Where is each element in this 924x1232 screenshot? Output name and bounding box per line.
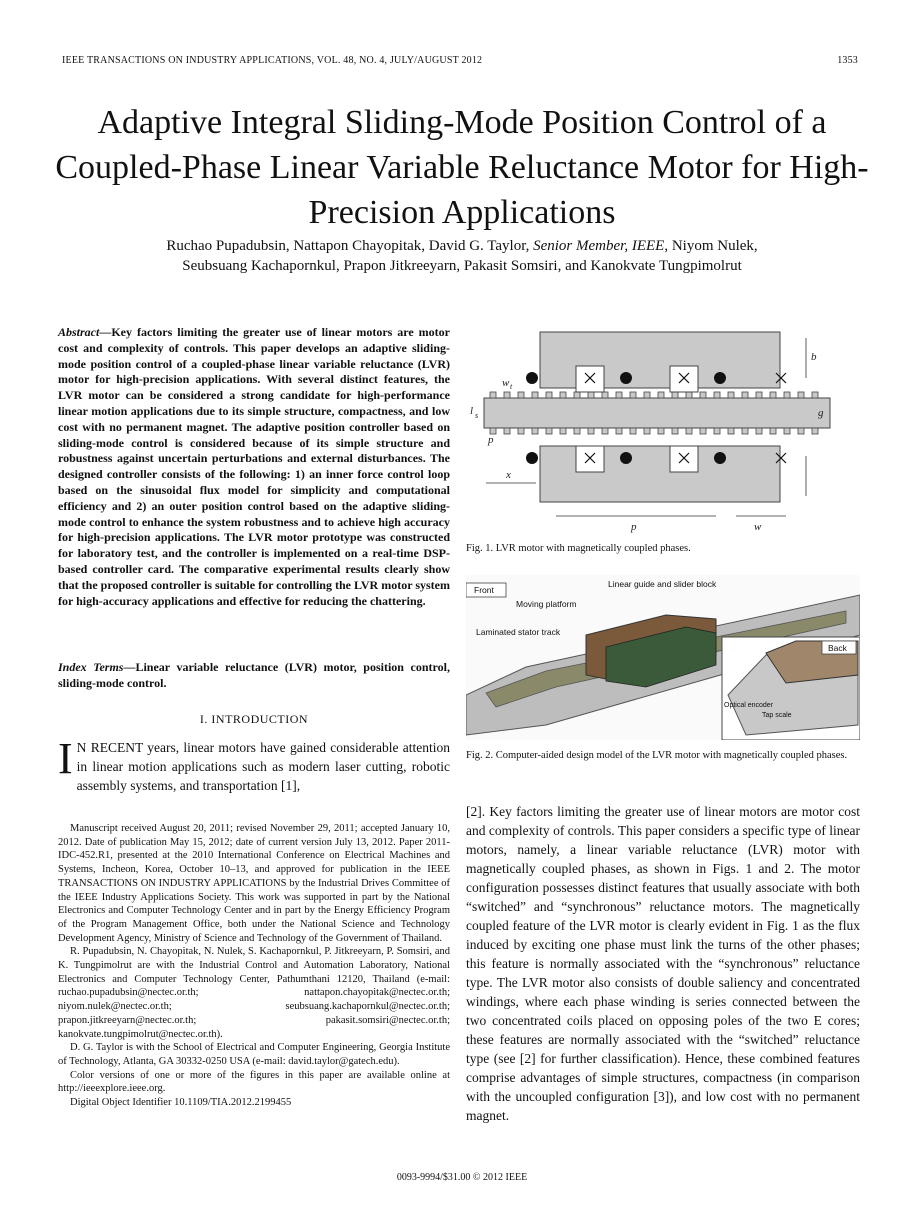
dim-wp2: w bbox=[754, 521, 762, 533]
dim-wp: p bbox=[488, 434, 494, 446]
dim-ls: l bbox=[470, 405, 474, 417]
label-stator: Laminated stator track bbox=[476, 627, 561, 637]
phase-2-label: Phase 2 bbox=[641, 322, 675, 332]
footnote-color: Color versions of one or more of the figures in this paper are available online at http://ieeexplore.ieee.org. bbox=[58, 1069, 450, 1095]
abstract-text: Key factors limiting the greater use of linear motors are motor cost and complexity of controls. This paper develops an adaptive sliding-mode position control of a coupled-phase linear variable reluctance (LVR) motor for high-precision applications. With several distinct features, the LVR motor can be considered a strong candidate for high-performance linear motion applications due to its simple structure, compactness, and low cost with no permanent magnet. The adaptive position controller based on sliding-mode control is considered because of its simple structure and robustness against uncertain perturbations and external disturbances. The designed controller consists of the following: 1) an inner force control loop based on the sinusoidal flux model for simplicity and computational efficiency and 2) an outer position control based on the adaptive sliding-mode control to enhance the system robustness and to achieve high accuracy for high-precision applications. The LVR motor prototype was constructed for laboratory test, and the controller is implemented on a real-time DSP-based controller card. The comparative experimental results clearly show that the proposed controller is suitable for controlling the LVR motor system for high-accuracy applications and effective for reducing the chattering. bbox=[58, 325, 450, 608]
page-number: 1353 bbox=[837, 55, 858, 66]
svg-text:s: s bbox=[475, 411, 479, 420]
dim-lg: g bbox=[818, 407, 824, 419]
author-line-2: Seubsuang Kachapornkul, Prapon Jitkreeyarn, Pakasit Somsiri, and Kanokvate Tungpimolrut bbox=[182, 258, 742, 274]
author-line-1: Ruchao Pupadubsin, Nattapon Chayopitak, David G. Taylor, Senior Member, IEEE, Niyom Nulek, bbox=[166, 238, 758, 254]
phase-3-label: Phase 3 bbox=[736, 322, 770, 332]
index-terms bbox=[58, 660, 450, 692]
label-front: Front bbox=[474, 585, 494, 595]
figure-2-caption: Fig. 2. Computer-aided design model of the LVR motor with magnetically coupled phases. bbox=[466, 750, 848, 761]
abstract-label: Abstract— bbox=[58, 325, 112, 339]
author-list bbox=[40, 236, 884, 276]
coil-dot-icon bbox=[526, 372, 538, 384]
index-terms-text: Linear variable reluctance (LVR) motor, position control, sliding-mode control. bbox=[58, 660, 450, 690]
copyright-footer: 0093-9994/$31.00 © 2012 IEEE bbox=[396, 1172, 528, 1183]
running-header bbox=[62, 55, 858, 66]
section-heading: I. INTRODUCTION bbox=[199, 712, 309, 726]
footnote-affiliation-1: R. Pupadubsin, N. Chayopitak, N. Nulek, S. Kachapornkul, P. Jitkreeyarn, P. Somsiri, and K. Tungpimolrut are with the Industrial Control and Automation Laboratory, National Electronics and Computer Technology Center, Pathumthani 12120, Thailand (e-mail: ruchao.pupadubsin@nectec.or.th; nattapon.chayopitak@nectec.or.th; niyom.nulek@nectec.or.th; seubsuang.kachapornkul@nectec.or.th; prapon.jitkreeyarn@nectec.or.th; pakasit.somsiri@nectec.or.th; kanokvate.tungpimolrut@nectec.or.th). bbox=[58, 946, 450, 1040]
drop-cap: I bbox=[58, 734, 73, 783]
label-back: Back bbox=[828, 643, 847, 653]
label-guide: Linear guide and slider block bbox=[608, 579, 717, 589]
footnote-manuscript: Manuscript received August 20, 2011; revised November 29, 2011; accepted January 10, 2012. Date of publication May 15, 2012; date of current version July 13, 2012. Paper 2011-IDC-452.R1, presented at the 2010 International Conference on Electrical Machines and Systems, Incheon, Korea, October 10–13, and approved for publication in the IEEE TRANSACTIONS ON INDUSTRY APPLICATIONS by the Industrial Drives Committee of the IEEE Industry Applications Society. This work was supported in part by the National Electronics and Computer Technology Center and in part by the Energy Efficiency Program of the Program Management Office, both under the National Science and Technology Development Agency, Ministry of Science and Technology of the Government of Thailand. bbox=[58, 823, 450, 944]
figure-1-caption: Fig. 1. LVR motor with magnetically coupled phases. bbox=[466, 543, 691, 554]
svg-text:t: t bbox=[510, 382, 513, 391]
index-terms-label: Index Terms— bbox=[58, 660, 136, 674]
footnote-doi: Digital Object Identifier 10.1109/TIA.2012.2199455 bbox=[70, 1097, 292, 1109]
footnotes bbox=[58, 822, 450, 1110]
lvr-motor-diagram bbox=[466, 318, 860, 538]
intro-paragraph bbox=[58, 734, 450, 795]
body-paragraph: [2]. Key factors limiting the greater use of linear motors are motor cost and complexity of controls. This paper considers a specific type of linear motors, namely, a linear variable reluctance (LVR) motor with magnetically coupled phases, as shown in Figs. 1 and 2. The motor configuration possesses distinct features that usually associate with both “switched” and “synchronous” reluctance motors. The magnetically coupled feature of the LVR motor is clearly evident in Fig. 1 as the flux induced by exciting one phase must link the turns of the other phases; this feature is normally associated with the “synchronous” reluctance type. The LVR motor also consists of double saliency and concentrated windings, where each phase winding is series connected between the two concentrated coils placed on opposing poles of the two E cores; these features are normally associated with the “switched” reluctance type (see [2] for further classification). Hence, these combined features comprise advantages of simple structures, compactness (in comparison with the uncoupled configuration [3]), and low cost with no permanent magnet. bbox=[466, 804, 860, 1123]
phase-1-label: Phase 1 bbox=[546, 322, 580, 332]
label-platform: Moving platform bbox=[516, 599, 577, 609]
figure-2 bbox=[466, 575, 860, 740]
label-tape: Tap scale bbox=[762, 712, 792, 719]
dim-x: x bbox=[506, 469, 511, 481]
label-encoder: Optical encoder bbox=[724, 702, 774, 709]
intro-text: N RECENT years, linear motors have gained considerable attention in linear motion applications such as modern laser cutting, robotic assembly systems, and transportation [1], bbox=[76, 740, 450, 793]
abstract bbox=[58, 325, 450, 609]
cad-model-illustration bbox=[466, 575, 860, 740]
dim-lb: b bbox=[811, 351, 817, 363]
figure-1 bbox=[466, 318, 860, 538]
journal-name: IEEE TRANSACTIONS ON INDUSTRY APPLICATIONS, VOL. 48, NO. 4, JULY/AUGUST 2012 bbox=[62, 55, 483, 66]
paper-title: Adaptive Integral Sliding-Mode Position Control of a Coupled-Phase Linear Variable Reluctance Motor for High-Precision Applications bbox=[55, 104, 869, 231]
footnote-affiliation-2: D. G. Taylor is with the School of Electrical and Computer Engineering, Georgia Institute of Technology, Atlanta, GA 30332-0250 USA (e-mail: david.taylor@gatech.edu). bbox=[58, 1042, 450, 1067]
dim-wt: w bbox=[502, 377, 510, 389]
dim-pp: p bbox=[631, 521, 637, 533]
